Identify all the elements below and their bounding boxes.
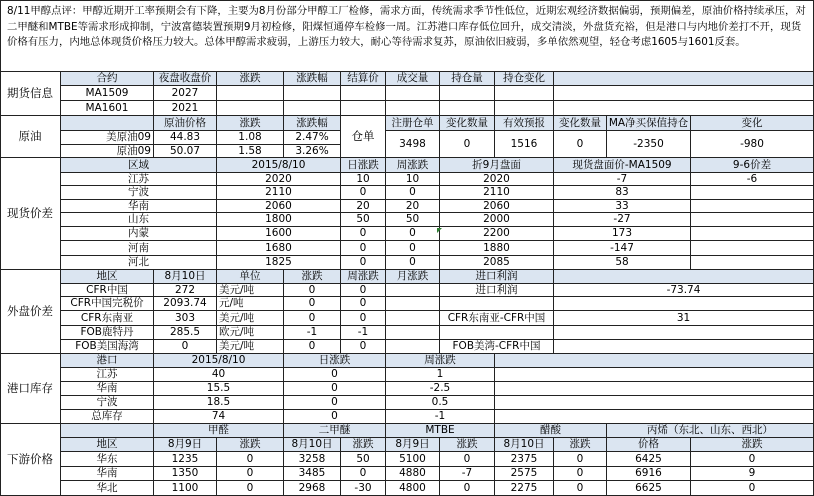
futures-contract: MA1509 (61, 86, 154, 101)
port-empty (495, 396, 814, 410)
external-value: 0 (284, 311, 341, 326)
external-value: 0 (341, 284, 386, 297)
oil-header: 涨跌 (217, 116, 284, 131)
downstream-region: 华南 (61, 467, 154, 481)
spot-value: 1800 (217, 213, 341, 227)
spot-value: 10 (386, 173, 440, 186)
downstream-product: 醋酸 (495, 424, 607, 438)
port-name: 总库存 (61, 410, 154, 424)
spread-label: CFR东南亚-CFR中国 (440, 311, 554, 326)
section-label-port: 港口库存 (0, 354, 61, 424)
port-value: 74 (154, 410, 284, 424)
spot-value: 2000 (440, 213, 554, 227)
downstream-region: 华北 (61, 481, 154, 496)
futures-empty (284, 86, 341, 101)
import-profit-value: -73.74 (554, 284, 814, 297)
spot-header: 2015/8/10 (217, 158, 341, 173)
external-value: 0 (341, 297, 386, 311)
spot-value: -147 (554, 241, 691, 256)
port-value: -2.5 (386, 382, 495, 396)
futures-header: 涨跌幅 (284, 72, 341, 86)
spot-value: -7 (554, 173, 691, 186)
external-empty (554, 297, 814, 311)
downstream-value: 2968 (284, 481, 341, 496)
futures-empty (386, 86, 440, 101)
external-header: 涨跌 (284, 270, 341, 284)
port-header: 日涨跌 (284, 354, 386, 368)
futures-empty (386, 101, 440, 116)
downstream-value: 3258 (284, 452, 341, 467)
futures-empty (217, 101, 284, 116)
spot-value: 20 (341, 200, 386, 213)
import-profit-label: 进口利润 (440, 284, 554, 297)
spot-value: 2060 (217, 200, 341, 213)
downstream-value: 4880 (386, 467, 440, 481)
spot-value: 0 (386, 241, 440, 256)
spot-value: 0 (386, 227, 440, 241)
spot-value (691, 256, 814, 270)
commentary-text: 8/11甲醇点评：甲醇近期开工率预期会有下降，主要为8月份部分甲醇工厂检修，需求方面，传统需求季节性低位，近期宏观经济数据偏弱，预期偏差，原油价格持续承压，对二甲醚和MTBE等需求形成抑制，宁波富德装置预期9月初检修，阳煤恒通停车检修一周。江苏港口库存低位回升，成交清淡，外盘货充裕，但是港口与内地价差打不开，现货价格有压力，内地总体现货价格压力较大。总体甲醇需求疲弱，上游压力较大，耐心等待需求复苏，原油依旧疲弱，多单依然观望，轻仓考虑1605与1601反套。 (0, 0, 814, 72)
external-value (386, 311, 440, 326)
oil-price: 50.07 (154, 145, 217, 158)
downstream-value: 1100 (154, 481, 217, 496)
port-header: 2015/8/10 (154, 354, 284, 368)
external-value: 272 (154, 284, 217, 297)
warrant-value: -2350 (607, 131, 691, 158)
oil-change-pct: 3.26% (284, 145, 341, 158)
external-value: 元/吨 (217, 297, 284, 311)
spot-value: -27 (554, 213, 691, 227)
warrant-header: 变化数量 (554, 116, 607, 131)
external-value (386, 326, 440, 340)
oil-change: 1.58 (217, 145, 284, 158)
spot-region: 华南 (61, 200, 217, 213)
spot-region: 内蒙 (61, 227, 217, 241)
spot-value: 1680 (217, 241, 341, 256)
external-region: CFR中国 (61, 284, 154, 297)
import-header-blank (554, 270, 814, 284)
oil-change-pct: 2.47% (284, 131, 341, 145)
futures-empty (495, 86, 554, 101)
downstream-value: 0 (440, 452, 495, 467)
downstream-subheader: 涨跌 (440, 438, 495, 452)
external-value (386, 340, 440, 354)
external-value: -1 (284, 326, 341, 340)
futures-empty (554, 101, 814, 116)
futures-empty (440, 101, 495, 116)
port-value: 0 (284, 396, 386, 410)
spread-value: 31 (554, 311, 814, 326)
external-header: 单位 (217, 270, 284, 284)
spot-value (691, 213, 814, 227)
spot-value: 58 (554, 256, 691, 270)
downstream-subheader: 涨跌 (554, 438, 607, 452)
futures-empty (495, 101, 554, 116)
spot-value: 2110 (440, 186, 554, 200)
futures-header: 合约 (61, 72, 154, 86)
spot-header: 周涨跌 (386, 158, 440, 173)
external-value: 0 (341, 311, 386, 326)
futures-close: 2021 (154, 101, 217, 116)
downstream-value: 2275 (495, 481, 554, 496)
downstream-value: 2375 (495, 452, 554, 467)
warrant-header: 变化 (691, 116, 814, 131)
port-value: 1 (386, 368, 495, 382)
oil-name: 美原油09 (61, 131, 154, 145)
downstream-value: 5100 (386, 452, 440, 467)
downstream-value: 0 (554, 467, 607, 481)
spot-value: 2020 (440, 173, 554, 186)
downstream-value: 0 (554, 452, 607, 467)
spot-value (691, 186, 814, 200)
external-value: 欧元/吨 (217, 326, 284, 340)
downstream-value: 0 (217, 452, 284, 467)
warrant-value: 3498 (386, 131, 440, 158)
external-value (386, 297, 440, 311)
port-value: -1 (386, 410, 495, 424)
spot-value: 2020 (217, 173, 341, 186)
port-value: 40 (154, 368, 284, 382)
downstream-value: 0 (691, 452, 814, 467)
spot-header: 现货盘面价-MA1509 (554, 158, 691, 173)
downstream-value: 6625 (607, 481, 691, 496)
warrant-value: -980 (691, 131, 814, 158)
spot-value (691, 227, 814, 241)
futures-empty (284, 101, 341, 116)
external-value: -1 (341, 326, 386, 340)
downstream-value: 2575 (495, 467, 554, 481)
spot-region: 宁波 (61, 186, 217, 200)
external-empty (440, 297, 554, 311)
port-empty (495, 368, 814, 382)
spot-value: 0 (341, 256, 386, 270)
spot-value: 1825 (217, 256, 341, 270)
futures-header-blank (554, 72, 814, 86)
port-header-blank (495, 354, 814, 368)
spot-value: 50 (386, 213, 440, 227)
spot-header: 折9月盘面 (440, 158, 554, 173)
downstream-value: 9 (691, 467, 814, 481)
spot-value: 0 (341, 186, 386, 200)
downstream-subheader: 8月9日 (386, 438, 440, 452)
downstream-value: 0 (217, 481, 284, 496)
futures-empty (554, 86, 814, 101)
downstream-product: 甲醛 (154, 424, 284, 438)
external-value: 美元/吨 (217, 340, 284, 354)
spot-value (691, 200, 814, 213)
warrant-value: 0 (554, 131, 607, 158)
port-header: 港口 (61, 354, 154, 368)
downstream-subheader: 8月10日 (495, 438, 554, 452)
external-empty (554, 326, 814, 340)
external-value: 2093.74 (154, 297, 217, 311)
downstream-value: 6425 (607, 452, 691, 467)
port-value: 0 (284, 382, 386, 396)
futures-close: 2027 (154, 86, 217, 101)
external-value: 美元/吨 (217, 284, 284, 297)
warrant-header: 有效预报 (495, 116, 554, 131)
downstream-subheader: 8月10日 (284, 438, 341, 452)
spot-value: 33 (554, 200, 691, 213)
port-header: 周涨跌 (386, 354, 495, 368)
spot-value: 10 (341, 173, 386, 186)
port-name: 宁波 (61, 396, 154, 410)
futures-header: 成交量 (386, 72, 440, 86)
downstream-value: 50 (341, 452, 386, 467)
external-header: 周涨跌 (341, 270, 386, 284)
spot-value: 1600 (217, 227, 341, 241)
futures-header: 持仓变化 (495, 72, 554, 86)
spot-header: 9-6价差 (691, 158, 814, 173)
external-value: 0 (284, 297, 341, 311)
external-value: 303 (154, 311, 217, 326)
warrant-header: MA净买保值持仓 (607, 116, 691, 131)
spot-region: 河南 (61, 241, 217, 256)
external-header: 8月10日 (154, 270, 217, 284)
spot-region: 河北 (61, 256, 217, 270)
spot-value: 50 (341, 213, 386, 227)
downstream-subheader: 涨跌 (217, 438, 284, 452)
spot-value: -6 (691, 173, 814, 186)
port-value: 0 (284, 368, 386, 382)
external-value: 美元/吨 (217, 311, 284, 326)
futures-header: 结算价 (341, 72, 386, 86)
external-value: 285.5 (154, 326, 217, 340)
futures-empty (341, 86, 386, 101)
spot-value: 173 (554, 227, 691, 241)
downstream-value: 0 (341, 467, 386, 481)
external-region: CFR中国完税价 (61, 297, 154, 311)
port-empty (495, 382, 814, 396)
external-empty (440, 326, 554, 340)
downstream-value: 4800 (386, 481, 440, 496)
downstream-product: MTBE (386, 424, 495, 438)
spot-value: 20 (386, 200, 440, 213)
downstream-subheader: 涨跌 (691, 438, 814, 452)
port-value: 0.5 (386, 396, 495, 410)
oil-price: 44.83 (154, 131, 217, 145)
port-value: 0 (284, 410, 386, 424)
port-value: 18.5 (154, 396, 284, 410)
warrant-value: 1516 (495, 131, 554, 158)
external-header: 月涨跌 (386, 270, 440, 284)
external-value: 0 (341, 340, 386, 354)
oil-change: 1.08 (217, 131, 284, 145)
port-empty (495, 410, 814, 424)
downstream-product: 丙烯（东北、山东、西北） (607, 424, 814, 438)
spot-value: 2200 (440, 227, 554, 241)
warrant-header: 变化数量 (440, 116, 495, 131)
external-value: 0 (284, 284, 341, 297)
section-label-futures: 期货信息 (0, 72, 61, 116)
futures-header: 夜盘收盘价 (154, 72, 217, 86)
downstream-subheader: 价格 (607, 438, 691, 452)
section-label-oil: 原油 (0, 116, 61, 158)
external-value: 0 (284, 340, 341, 354)
section-label-downstream: 下游价格 (0, 424, 61, 496)
oil-header-blank (61, 116, 154, 131)
futures-empty (217, 86, 284, 101)
spread-label: FOB美湾-CFR中国 (440, 340, 554, 354)
futures-empty (440, 86, 495, 101)
downstream-value: -30 (341, 481, 386, 496)
downstream-product: 二甲醚 (284, 424, 386, 438)
section-label-external: 外盘价差 (0, 270, 61, 354)
spot-value: 0 (386, 186, 440, 200)
downstream-header-blank (61, 424, 154, 438)
port-name: 江苏 (61, 368, 154, 382)
spot-value (691, 241, 814, 256)
external-header: 地区 (61, 270, 154, 284)
futures-header: 持仓量 (440, 72, 495, 86)
downstream-subheader: 8月9日 (154, 438, 217, 452)
cell-comment-marker (437, 228, 442, 233)
warrant-value: 0 (440, 131, 495, 158)
import-header: 进口利润 (440, 270, 554, 284)
futures-header: 涨跌 (217, 72, 284, 86)
downstream-value: 6916 (607, 467, 691, 481)
spot-value: 0 (386, 256, 440, 270)
futures-contract: MA1601 (61, 101, 154, 116)
external-region: FOB美国海湾 (61, 340, 154, 354)
spot-value: 2110 (217, 186, 341, 200)
port-value: 15.5 (154, 382, 284, 396)
oil-header: 涨跌幅 (284, 116, 341, 131)
downstream-value: 0 (691, 481, 814, 496)
downstream-value: 0 (440, 481, 495, 496)
downstream-value: -7 (440, 467, 495, 481)
external-value: 0 (154, 340, 217, 354)
oil-name: 原油09 (61, 145, 154, 158)
downstream-value: 1350 (154, 467, 217, 481)
spot-header: 日涨跌 (341, 158, 386, 173)
external-value (386, 284, 440, 297)
port-name: 华南 (61, 382, 154, 396)
downstream-value: 0 (554, 481, 607, 496)
spot-region: 江苏 (61, 173, 217, 186)
oil-header: 原油价格 (154, 116, 217, 131)
downstream-value: 1235 (154, 452, 217, 467)
spot-value: 2060 (440, 200, 554, 213)
warrant-header: 注册仓单 (386, 116, 440, 131)
external-region: FOB鹿特丹 (61, 326, 154, 340)
downstream-subheader: 涨跌 (341, 438, 386, 452)
downstream-region: 华东 (61, 452, 154, 467)
spot-header: 区域 (61, 158, 217, 173)
warrant-label: 仓单 (341, 116, 386, 158)
spread-value (554, 340, 814, 354)
external-region: CFR东南亚 (61, 311, 154, 326)
spot-value: 0 (341, 227, 386, 241)
downstream-subheader: 地区 (61, 438, 154, 452)
downstream-value: 3485 (284, 467, 341, 481)
spot-value: 2085 (440, 256, 554, 270)
spot-value: 1880 (440, 241, 554, 256)
spot-value: 0 (341, 241, 386, 256)
spot-value: 83 (554, 186, 691, 200)
downstream-value: 0 (217, 467, 284, 481)
spot-region: 山东 (61, 213, 217, 227)
section-label-spot: 现货价差 (0, 158, 61, 270)
futures-empty (341, 101, 386, 116)
